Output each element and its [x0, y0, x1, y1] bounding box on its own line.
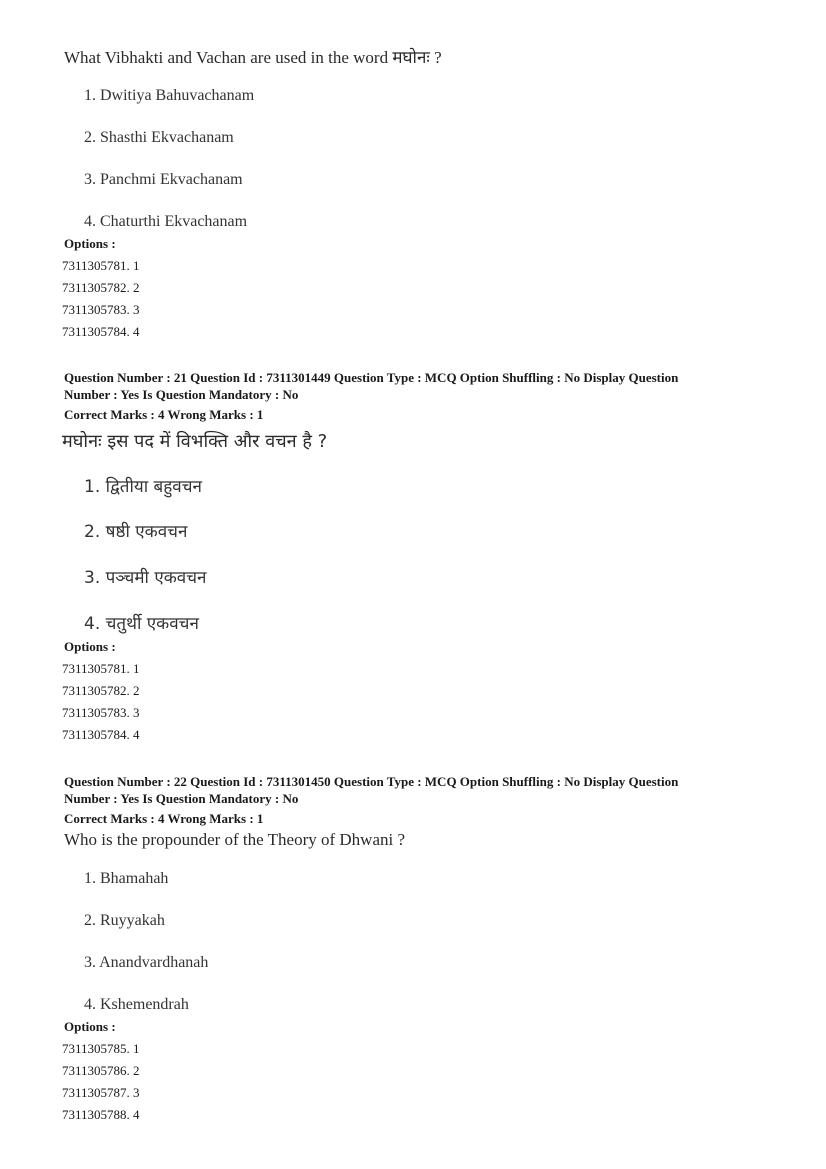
answer-option: 4. चतुर्थी एकवचन [84, 614, 199, 634]
answer-option: 1. द्वितीया बहुवचन [84, 477, 202, 497]
question-meta: Question Number : 21 Question Id : 7311301449 Question Type : MCQ Option Shuffling : No Display Question [64, 370, 679, 385]
answer-option: 2. Ruyyakah [84, 912, 165, 929]
question-text: What Vibhakti and Vachan are used in the word मघोनः ? [64, 48, 442, 67]
answer-option: 1. Bhamahah [84, 870, 169, 887]
option-id: 7311305785. 1 [62, 1041, 140, 1056]
question-meta: Number : Yes Is Question Mandatory : No [64, 791, 299, 806]
question-meta: Question Number : 22 Question Id : 7311301450 Question Type : MCQ Option Shuffling : No Display Question [64, 774, 679, 789]
question-text: Who is the propounder of the Theory of Dhwani ? [64, 830, 406, 849]
answer-option: 3. Panchmi Ekvachanam [84, 171, 243, 188]
answer-option: 4. Kshemendrah [84, 996, 189, 1013]
option-id: 7311305781. 1 [62, 258, 140, 273]
option-id: 7311305784. 4 [62, 324, 140, 339]
question-marks: Correct Marks : 4 Wrong Marks : 1 [64, 811, 264, 826]
question-marks: Correct Marks : 4 Wrong Marks : 1 [64, 407, 264, 422]
option-id: 7311305788. 4 [62, 1107, 140, 1122]
options-label: Options : [64, 639, 116, 654]
option-id: 7311305787. 3 [62, 1085, 140, 1100]
answer-option: 2. षष्ठी एकवचन [84, 522, 188, 542]
option-id: 7311305783. 3 [62, 705, 140, 720]
answer-option: 1. Dwitiya Bahuvachanam [84, 87, 255, 104]
question-text: मघोनः इस पद में विभक्ति और वचन है ? [62, 431, 328, 452]
option-id: 7311305781. 1 [62, 661, 140, 676]
answer-option: 4. Chaturthi Ekvachanam [84, 213, 248, 230]
question-meta: Number : Yes Is Question Mandatory : No [64, 387, 299, 402]
answer-option: 3. Anandvardhanah [84, 954, 209, 971]
option-id: 7311305782. 2 [62, 280, 140, 295]
option-id: 7311305784. 4 [62, 727, 140, 742]
options-label: Options : [64, 1019, 116, 1034]
option-id: 7311305783. 3 [62, 302, 140, 317]
answer-option: 3. पञ्चमी एकवचन [84, 568, 207, 588]
option-id: 7311305786. 2 [62, 1063, 140, 1078]
option-id: 7311305782. 2 [62, 683, 140, 698]
answer-option: 2. Shasthi Ekvachanam [84, 129, 234, 146]
options-label: Options : [64, 236, 116, 251]
